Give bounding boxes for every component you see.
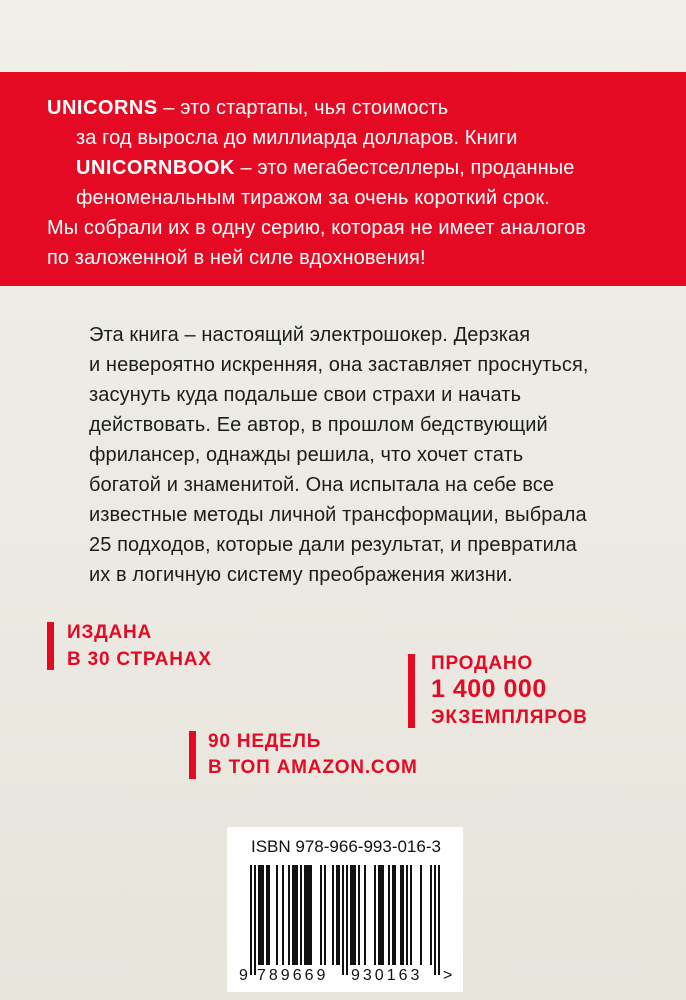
isbn-barcode [227,827,463,992]
intro-line-6: по заложенной в ней силе вдохновения! [47,247,426,269]
description-line: Эта книга – настоящий электрошокер. Дерзкая [89,324,531,346]
unicorns-brand: UNICORNS [47,97,158,119]
intro-line-4: феноменальным тиражом за очень короткий срок. [76,187,550,209]
barcode-first-digit: 9 [239,967,248,984]
barcode-bar [332,865,334,965]
unicornbook-brand: UNICORNBOOK [76,157,235,179]
stat-weeks-line2: В ТОП AMAZON.COM [208,757,418,778]
barcode-left-digits: 789669 [257,967,329,984]
barcode-bar [434,865,436,975]
isbn-label: ISBN 978-966-993-016-3 [251,837,441,856]
barcode-bar [276,865,278,965]
barcode-bar [338,865,340,965]
barcode-bar [402,865,404,965]
series-intro-band [0,72,686,286]
stat-sold-number [431,677,547,704]
barcode-bar [310,865,312,965]
barcode-bar [346,865,348,975]
barcode-bar [260,865,262,965]
barcode-bar [388,865,390,965]
barcode-bar [282,865,284,965]
description-line: их в логичную систему преображения жизни. [89,564,513,586]
barcode-bar [380,865,382,965]
description-line: и невероятно искренняя, она заставляет проснуться, [89,354,589,376]
barcode-bar [308,865,310,965]
barcode-bar [378,865,380,965]
barcode-quiet-mark: > [443,967,453,984]
stat-sold-accent-bar [408,654,415,728]
description-line: богатой и знаменитой. Она испытала на себе все [89,474,555,496]
barcode-bar [350,865,352,965]
barcode-bar [358,865,360,965]
barcode-bar [382,865,384,965]
intro-line-2: за год выросла до миллиарда долларов. Книги [76,127,518,149]
barcode-bar [354,865,356,965]
stat-published-line1: ИЗДАНА [67,622,153,643]
barcode-bar [294,865,296,965]
intro-line-3-text: – это мегабестселлеры, проданные [234,157,575,179]
barcode-bar [268,865,270,965]
barcode-bar [430,865,432,965]
description-line: известные методы личной трансформации, выбрала [89,504,587,526]
intro-line-1-text: – это стартапы, чья стоимость [157,97,449,119]
barcode-bar [254,865,256,975]
barcode-bar [296,865,298,965]
stat-sold-number-text: 1 400 000 [431,675,547,703]
barcode-bar [342,865,344,975]
barcode-bar [300,865,302,965]
stat-sold-line1: ПРОДАНО [431,653,533,674]
barcode-bar [292,865,294,965]
barcode-bar [352,865,354,965]
barcode-right-digits: 930163 [351,967,423,984]
barcode-bar [288,865,290,965]
barcode-bar [364,865,366,965]
description-line: 25 подходов, которые дали результат, и превратила [89,534,577,556]
barcode-bar [394,865,396,965]
barcode-bar [374,865,376,965]
barcode-bar [400,865,402,965]
stat-weeks-line1: 90 НЕДЕЛЬ [208,731,322,752]
barcode-bar [410,865,412,965]
stat-published-accent-bar [47,622,54,670]
intro-line-1 [47,96,448,120]
barcode-bar [250,865,252,975]
description-line: действовать. Ее автор, в прошлом бедствующий [89,414,548,436]
intro-line-3 [76,156,574,180]
description-line: засунуть куда подальше свои страхи и начать [89,384,522,406]
barcode-bar [324,865,326,965]
intro-line-5: Мы собрали их в одну серию, которая не имеет аналогов [47,217,586,239]
barcode-bar [336,865,338,965]
barcode-bar [420,865,422,965]
stat-sold-line3: ЭКЗЕМПЛЯРОВ [431,707,588,728]
barcode-bar [266,865,268,965]
description-line: фрилансер, однажды решила, что хочет стать [89,444,524,466]
barcode-bar [438,865,440,975]
stat-published-line2: В 30 СТРАНАХ [67,649,212,670]
barcode-bar [262,865,264,965]
barcode-bar [258,865,260,965]
barcode-bar [304,865,306,965]
barcode-bar [392,865,394,965]
barcode-bar [306,865,308,965]
barcode-bar [406,865,408,965]
stat-weeks-accent-bar [189,731,196,779]
barcode-bar [320,865,322,965]
